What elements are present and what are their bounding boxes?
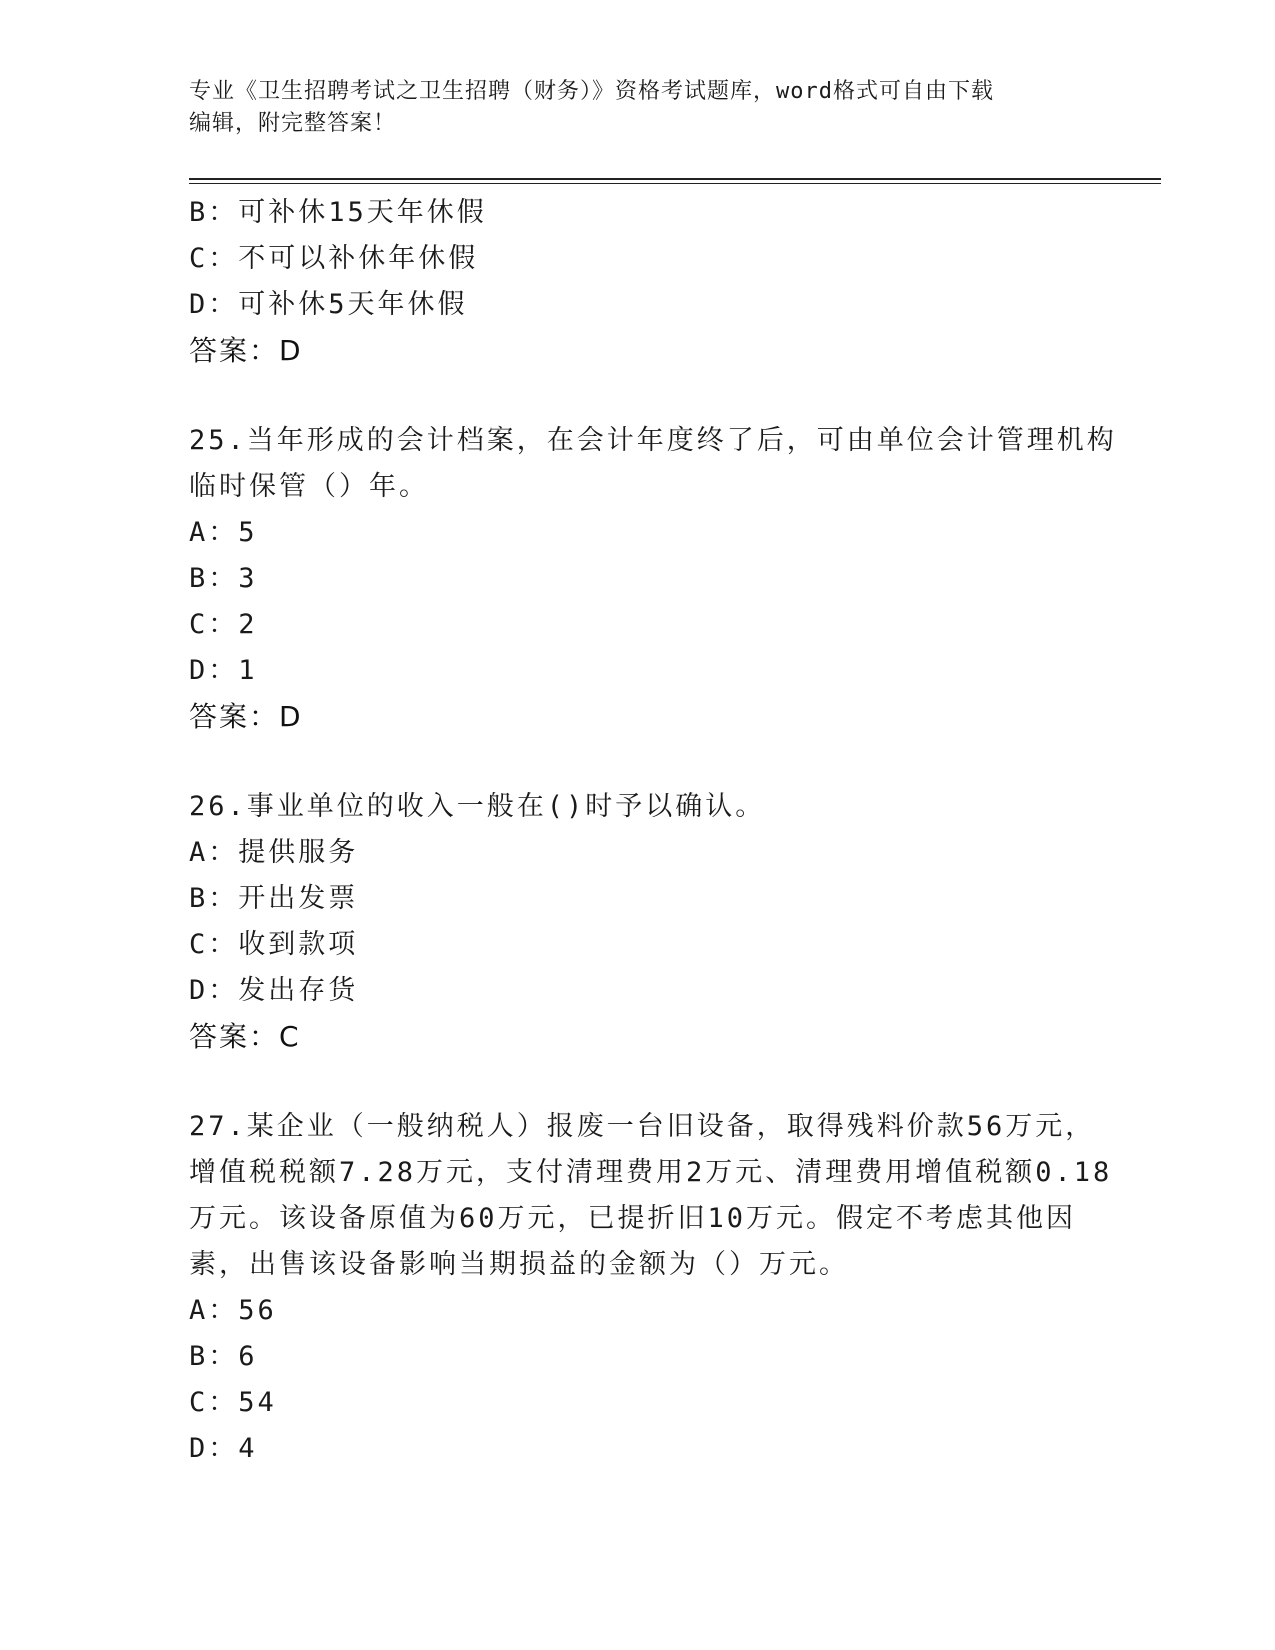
option-row xyxy=(189,556,1109,602)
question-stem-line: 万元。该设备原值为60万元，已提折旧10万元。假定不考虑其他因 xyxy=(189,1203,1077,1234)
answer-line: 答案：D xyxy=(189,334,303,367)
option-label: A： xyxy=(189,1295,239,1326)
answer-line: 答案：D xyxy=(189,700,303,733)
option-label: C： xyxy=(189,609,239,640)
option-row xyxy=(189,876,1109,922)
option-label: B： xyxy=(189,1341,239,1372)
option-label: D： xyxy=(189,1433,239,1464)
option-label: D： xyxy=(189,655,239,686)
option-row xyxy=(189,190,1109,236)
option-label: D： xyxy=(189,289,239,320)
option-row xyxy=(189,1288,1109,1334)
option-row xyxy=(189,1426,1109,1472)
option-text: 56 xyxy=(238,1295,277,1326)
question-27 xyxy=(189,1104,1113,1472)
option-row xyxy=(189,282,1109,328)
option-text: 发出存货 xyxy=(238,975,359,1006)
question-list xyxy=(189,190,1117,1472)
option-text: 4 xyxy=(238,1433,258,1464)
question-26 xyxy=(189,784,1109,1060)
option-text: 不可以补休年休假 xyxy=(238,243,479,274)
option-row xyxy=(189,922,1109,968)
option-label: D： xyxy=(189,975,239,1006)
header-divider xyxy=(189,178,1161,180)
question-stem-line: 25.当年形成的会计档案，在会计年度终了后，可由单位会计管理机构 xyxy=(189,425,1117,456)
header-line: 专业《卫生招聘考试之卫生招聘（财务）》资格考试题库，word格式可自由下载 xyxy=(189,79,994,104)
option-row xyxy=(189,1334,1109,1380)
option-row xyxy=(189,236,1109,282)
header-line: 编辑，附完整答案！ xyxy=(189,111,397,136)
option-row xyxy=(189,510,1109,556)
option-text: 收到款项 xyxy=(238,929,359,960)
option-row xyxy=(189,1380,1109,1426)
header-divider xyxy=(189,183,1161,184)
question-stem-line: 26.事业单位的收入一般在()时予以确认。 xyxy=(189,791,766,822)
option-label: B： xyxy=(189,197,239,228)
option-text: 2 xyxy=(238,609,258,640)
option-text: 1 xyxy=(238,655,258,686)
option-text: 54 xyxy=(238,1387,277,1418)
question-stem-line: 素，出售该设备影响当期损益的金额为（）万元。 xyxy=(189,1249,849,1280)
option-text: 5 xyxy=(238,517,258,548)
option-row xyxy=(189,602,1109,648)
option-label: A： xyxy=(189,837,239,868)
option-text: 可补休5天年休假 xyxy=(238,289,468,320)
option-row xyxy=(189,968,1109,1014)
option-label: A： xyxy=(189,517,239,548)
option-label: B： xyxy=(189,563,239,594)
option-text: 6 xyxy=(238,1341,258,1372)
option-label: C： xyxy=(189,929,239,960)
option-text: 提供服务 xyxy=(238,837,359,868)
option-row xyxy=(189,830,1109,876)
question-25 xyxy=(189,418,1117,740)
option-text: 3 xyxy=(238,563,258,594)
option-text: 可补休15天年休假 xyxy=(238,197,487,228)
option-label: C： xyxy=(189,1387,239,1418)
option-label: C： xyxy=(189,243,239,274)
answer-line: 答案：C xyxy=(189,1020,301,1053)
option-label: B： xyxy=(189,883,239,914)
question-stem-line: 临时保管（）年。 xyxy=(189,471,429,502)
document-header xyxy=(189,76,1089,140)
option-text: 开出发票 xyxy=(238,883,359,914)
option-row xyxy=(189,648,1109,694)
question-stem-line: 27.某企业（一般纳税人）报废一台旧设备，取得残料价款56万元， xyxy=(189,1111,1096,1142)
question-stem-line: 增值税税额7.28万元，支付清理费用2万元、清理费用增值税额0.18 xyxy=(189,1157,1113,1188)
question-continuation xyxy=(189,190,1109,374)
